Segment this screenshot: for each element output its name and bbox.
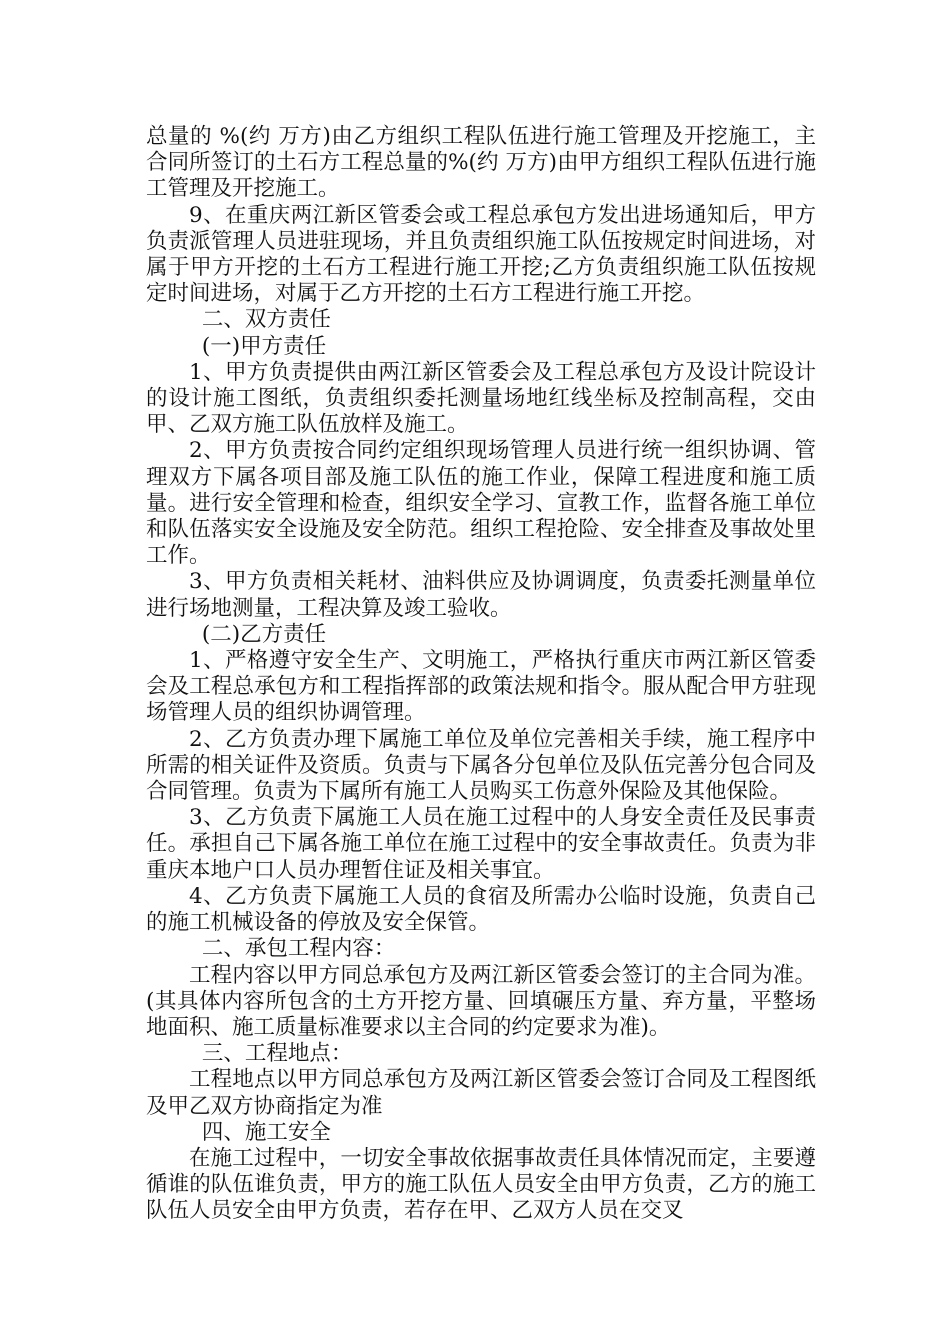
section-heading-location: 三、工程地点： xyxy=(201,1041,353,1067)
paragraph-item-9: 9、在重庆两江新区管委会或工程总承包方发出进场通知后，甲方负责派管理人员进驻现场，并且负责组织施工队伍按规定时间进场，对属于甲方开挖的土石方工程进行施工开挖;乙方负责组织施工队伍按规定时间进场，对属于乙方开挖的土石方工程进行施工开挖。 xyxy=(146,202,816,307)
paragraph-safety: 在施工过程中，一切安全事故依据事故责任具体情况而定，主要遵循谁的队伍谁负责，甲方的施工队伍人员安全由甲方负责，乙方的施工队伍人员安全由甲方负责，若存在甲、乙双方人员在交叉 xyxy=(146,1145,816,1224)
section-heading-responsibilities: 二、双方责任 xyxy=(201,307,331,333)
paragraph-party-b-2: 2、乙方负责办理下属施工单位及单位完善相关手续，施工程序中所需的相关证件及资质。负责与下属各分包单位及队伍完善分包合同及合同管理。负责为下属所有施工人员购买工伤意外保险及其他保险。 xyxy=(146,726,816,805)
paragraph-party-a-1: 1、甲方负责提供由两江新区管委会及工程总承包方及设计院设计的设计施工图纸，负责组织委托测量场地红线坐标及控制高程，交由甲、乙双方施工队伍放样及施工。 xyxy=(146,359,816,438)
section-heading-scope: 二、承包工程内容： xyxy=(201,936,396,962)
paragraph-party-b-3: 3、乙方负责下属施工人员在施工过程中的人身安全责任及民事责任。承担自己下属各施工单位在施工过程中的安全事故责任。负责为非重庆本地户口人员办理暂住证及相关事宜。 xyxy=(146,805,816,883)
document-body xyxy=(146,124,816,1225)
paragraph-party-a-2: 2、甲方负责按合同约定组织现场管理人员进行统一组织协调、管理双方下属各项目部及施工队伍的施工作业，保障工程进度和施工质量。进行安全管理和检查，组织安全学习、宣教工作，监督各施工单位和队伍落实安全设施及安全防范。组织工程抢险、安全排查及事故处里工作。 xyxy=(146,438,816,569)
paragraph-party-a-3: 3、甲方负责相关耗材、油料供应及协调调度，负责委托测量单位进行场地测量，工程决算及竣工验收。 xyxy=(146,569,816,621)
subsection-heading-party-b: (二)乙方责任 xyxy=(201,621,327,647)
section-heading-safety: 四、施工安全 xyxy=(201,1119,331,1145)
paragraph-location: 工程地点以甲方同总承包方及两江新区管委会签订合同及工程图纸及甲乙双方协商指定为准 xyxy=(146,1067,816,1119)
paragraph-scope: 工程内容以甲方同总承包方及两江新区管委会签订的主合同为准。(其具体内容所包含的土方开挖方量、回填碾压方量、弃方量，平整场地面积、施工质量标准要求以主合同的约定要求为准)。 xyxy=(146,962,816,1040)
subsection-heading-party-a: (一)甲方责任 xyxy=(201,333,327,359)
paragraph-party-b-1: 1、严格遵守安全生产、文明施工，严格执行重庆市两江新区管委会及工程总承包方和工程指挥部的政策法规和指令。服从配合甲方驻现场管理人员的组织协调管理。 xyxy=(146,648,816,726)
paragraph-party-b-4: 4、乙方负责下属施工人员的食宿及所需办公临时设施，负责自己的施工机械设备的停放及安全保管。 xyxy=(146,883,816,936)
paragraph-continued: 总量的 %(约 万方)由乙方组织工程队伍进行施工管理及开挖施工，主合同所签订的土石方工程总量的%(约 万方)由甲方组织工程队伍进行施工管理及开挖施工。 xyxy=(146,124,816,202)
